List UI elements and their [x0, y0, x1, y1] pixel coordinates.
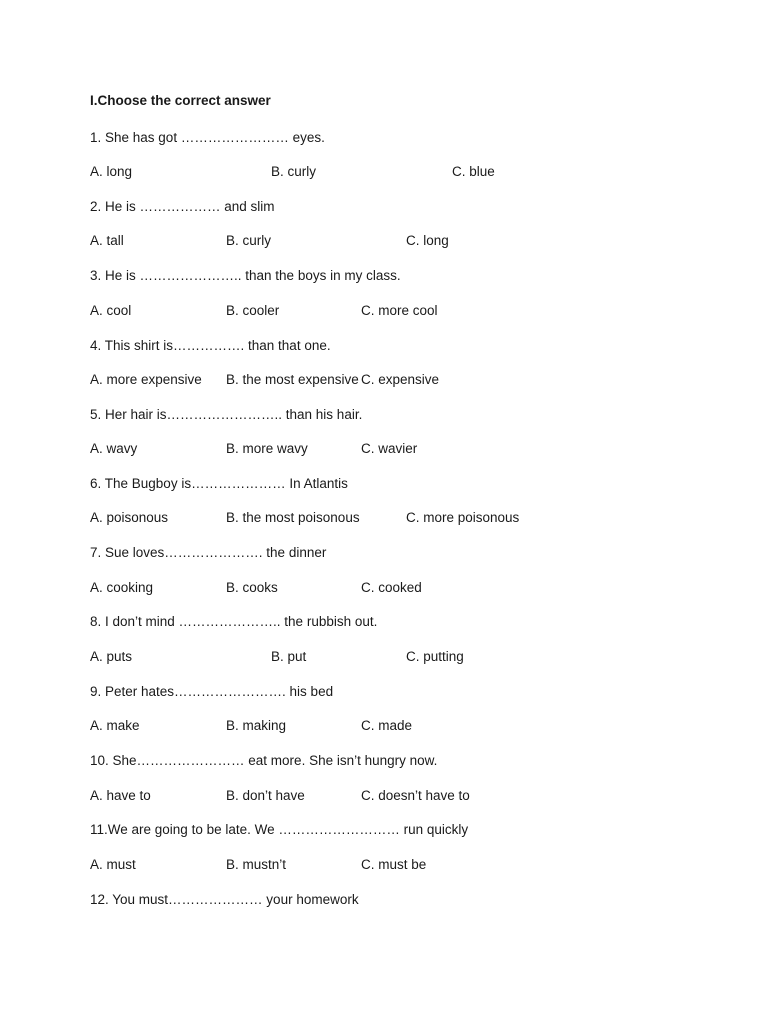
q6-option-c: C. more poisonous — [406, 510, 520, 525]
q5-option-a: A. wavy — [90, 441, 138, 456]
q8-option-a: A. puts — [90, 649, 133, 664]
q10-option-a: A. have to — [90, 788, 151, 803]
q6-option-b: B. the most poisonous — [226, 510, 360, 525]
q11-option-a: A. must — [90, 857, 136, 872]
q7-option-b: B. cooks — [226, 580, 278, 595]
question-8: 8. I don’t mind ………………….. the rubbish out. — [90, 614, 378, 629]
question-3: 3. He is ………………….. than the boys in my class. — [90, 268, 401, 283]
question-5: 5. Her hair is…………………….. than his hair. — [90, 407, 363, 422]
q4-option-b: B. the most expensive — [226, 372, 359, 387]
q1-option-c: C. blue — [452, 164, 495, 179]
q6-option-a: A. poisonous — [90, 510, 169, 525]
q4-option-a: A. more expensive — [90, 372, 202, 387]
q7-option-a: A. cooking — [90, 580, 154, 595]
q5-option-b: B. more wavy — [226, 441, 308, 456]
question-7: 7. Sue loves…………………. the dinner — [90, 545, 327, 560]
question-4: 4. This shirt is……………. than that one. — [90, 338, 331, 353]
question-10: 10. She…………………… eat more. She isn’t hungry now. — [90, 753, 438, 768]
q3-option-a: A. cool — [90, 303, 132, 318]
question-12: 12. You must………………… your homework — [90, 892, 359, 907]
question-9: 9. Peter hates……………………. his bed — [90, 684, 334, 699]
q8-option-c: C. putting — [406, 649, 464, 664]
q1-option-a: A. long — [90, 164, 133, 179]
q9-option-c: C. made — [361, 718, 413, 733]
q4-option-c: C. expensive — [361, 372, 440, 387]
q2-option-b: B. curly — [226, 233, 272, 248]
q9-option-b: B. making — [226, 718, 287, 733]
q1-option-b: B. curly — [271, 164, 317, 179]
section-title: I.Choose the correct answer — [90, 93, 271, 108]
question-11: 11.We are going to be late. We ……………………… run quickly — [90, 822, 469, 837]
q2-option-c: C. long — [406, 233, 449, 248]
q3-option-c: C. more cool — [361, 303, 438, 318]
q2-option-a: A. tall — [90, 233, 124, 248]
q10-option-c: C. doesn’t have to — [361, 788, 470, 803]
q5-option-c: C. wavier — [361, 441, 418, 456]
q3-option-b: B. cooler — [226, 303, 280, 318]
q11-option-b: B. mustn’t — [226, 857, 287, 872]
question-1: 1. She has got …………………… eyes. — [90, 130, 325, 145]
q7-option-c: C. cooked — [361, 580, 422, 595]
q9-option-a: A. make — [90, 718, 140, 733]
question-6: 6. The Bugboy is………………… In Atlantis — [90, 476, 348, 491]
question-2: 2. He is ……………… and slim — [90, 199, 275, 214]
q11-option-c: C. must be — [361, 857, 427, 872]
q8-option-b: B. put — [271, 649, 307, 664]
q10-option-b: B. don’t have — [226, 788, 305, 803]
